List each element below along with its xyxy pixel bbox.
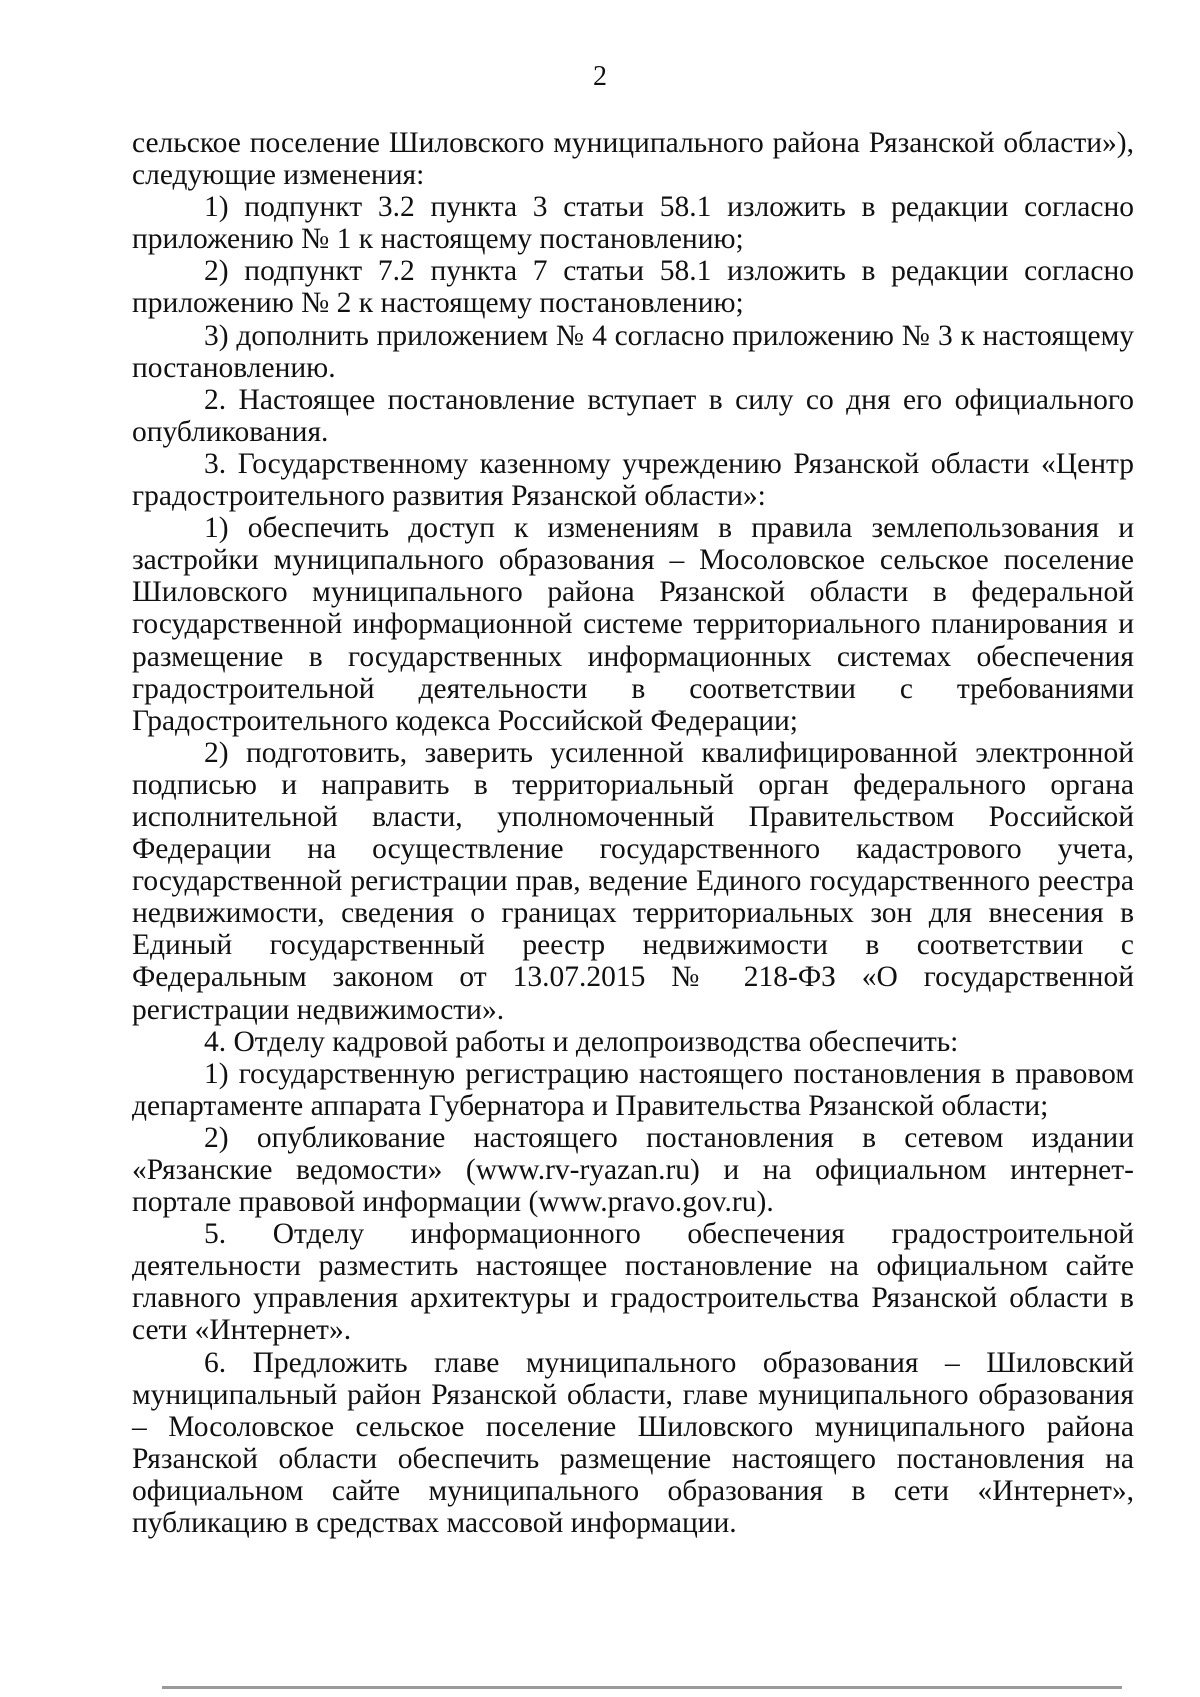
paragraph-item-4: 4. Отделу кадровой работы и делопроизводства обеспечить: [204, 1025, 959, 1058]
paragraph-item-2: 2. Настоящее постановление вступает в силу со дня его официального опубликования. [132, 383, 1134, 448]
paragraph-item-4-subitem-1: 1) государственную регистрацию настоящего постановления в правовом департаменте аппарата Губернатора и Правительства Рязанской области; [132, 1057, 1134, 1122]
paragraph-continuation: сельское поселение Шиловского муниципального района Рязанской области»), следующие изменения: [132, 127, 1134, 192]
paragraph-item-3-subitem-1: 1) обеспечить доступ к изменениям в правила землепользования и застройки муниципального образования – Мосоловское сельское поселение Шиловского муниципального района Рязанской области в федеральной государственной информационной системе территориального планирования и размещение в государственных информационных системах обеспечения градостроительной деятельности в соответствии с требованиями Градостроительного кодекса Российской Федерации; [132, 512, 1134, 737]
paragraph-subitem-2: 2) подпункт 7.2 пункта 7 статьи 58.1 изложить в редакции согласно приложению № 2 к настоящему постановлению; [132, 255, 1134, 320]
document-body [132, 127, 1134, 1539]
page-number: 2 [593, 61, 607, 92]
paragraph-item-3-subitem-2: 2) подготовить, заверить усиленной квалифицированной электронной подписью и направить в территориальный орган федерального органа исполнительной власти, уполномоченный Правительством Российской Федерации на осуществление государственного кадастрового учета, государственной регистрации прав, ведение Единого государственного реестра недвижимости, сведения о границах территориальных зон для внесения в Единый государственный реестр недвижимости в соответствии с Федеральным законом от 13.07.2015 № 218-ФЗ «О государственной регистрации недвижимости». [132, 736, 1134, 1026]
bottom-rule [162, 1686, 1122, 1689]
paragraph-item-3: 3. Государственному казенному учреждению Рязанской области «Центр градостроительного развития Рязанской области»: [132, 447, 1134, 513]
paragraph-item-6: 6. Предложить главе муниципального образования – Шиловский муниципальный район Рязанской области, главе муниципального образования – Мосоловское сельское поселение Шиловского муниципального района Рязанской области обеспечить размещение настоящего постановления на официальном сайте муниципального образования в сети «Интернет», публикацию в средствах массовой информации. [132, 1346, 1134, 1540]
paragraph-subitem-1: 1) подпункт 3.2 пункта 3 статьи 58.1 изложить в редакции согласно приложению № 1 к настоящему постановлению; [132, 191, 1134, 256]
paragraph-item-4-subitem-2: 2) опубликование настоящего постановления в сетевом издании «Рязанские ведомости» (www.rv-ryazan.ru) и на официальном интернет-портале правовой информации (www.pravo.gov.ru). [132, 1121, 1134, 1219]
paragraph-subitem-3: 3) дополнить приложением № 4 согласно приложению № 3 к настоящему постановлению. [132, 319, 1134, 384]
paragraph-item-5: 5. Отделу информационного обеспечения градостроительной деятельности разместить настоящее постановление на официальном сайте главного управления архитектуры и градостроительства Рязанской области в сети «Интернет». [132, 1218, 1134, 1347]
